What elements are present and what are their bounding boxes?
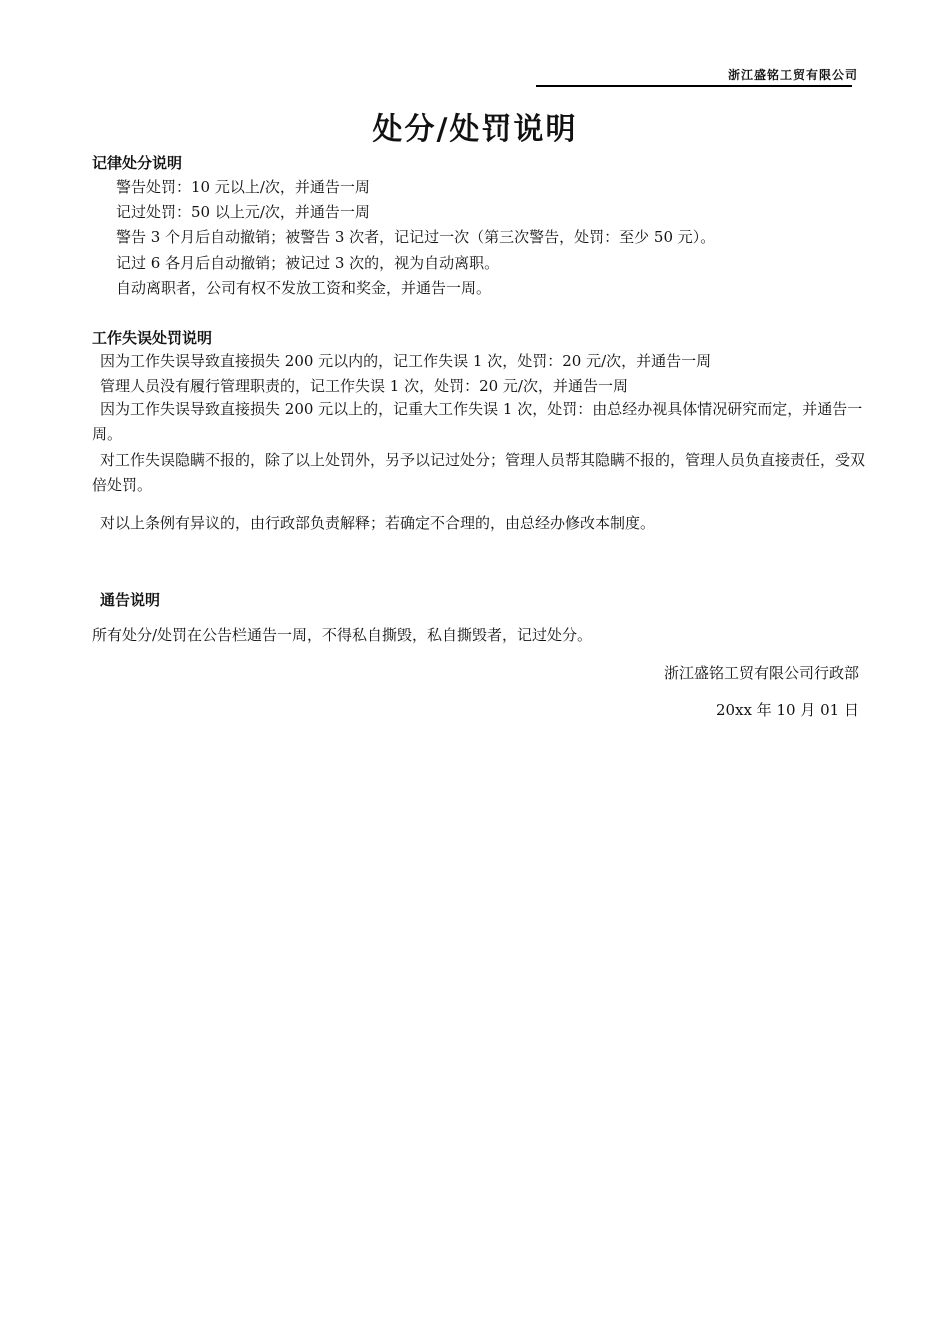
signature-department: 浙江盛铭工贸有限公司行政部 — [663, 664, 859, 682]
discipline-line: 警告处罚：10 元以上/次，并通告一周 — [116, 178, 370, 196]
discipline-heading: 记律处分说明 — [92, 154, 183, 172]
work-error-line: 因为工作失误导致直接损失 200 元以内的，记工作失误 1 次，处罚：20 元/次，并通告一周 — [100, 352, 712, 370]
notice-text: 所有处分/处罚在公告栏通告一周，不得私自撕毁，私自撕毁者，记过处分。 — [92, 626, 593, 644]
page-title: 处分/处罚说明 — [372, 112, 578, 147]
header-rule — [536, 85, 852, 87]
work-error-line: 因为工作失误导致直接损失 200 元以上的，记重大工作失误 1 次，处罚：由总经办视具体情况研究而定，并通告一周。 — [92, 400, 863, 443]
work-error-line: 对以上条例有异议的，由行政部负责解释；若确定不合理的，由总经办修改本制度。 — [100, 514, 656, 532]
discipline-line: 警告 3 个月后自动撤销；被警告 3 次者，记记过一次（第三次警告，处罚：至少 50 元）。 — [116, 228, 716, 246]
header-company: 浙江盛铭工贸有限公司 — [727, 68, 858, 82]
notice-heading: 通告说明 — [100, 591, 161, 609]
work-error-heading: 工作失误处罚说明 — [92, 329, 213, 347]
discipline-line: 自动离职者，公司有权不发放工资和奖金，并通告一周。 — [116, 279, 492, 297]
discipline-line: 记过 6 各月后自动撤销；被记过 3 次的，视为自动离职。 — [116, 254, 500, 272]
work-error-line: 对工作失误隐瞒不报的，除了以上处罚外，另予以记过处分；管理人员帮其隐瞒不报的，管理人员负直接责任，受双倍处罚。 — [92, 451, 866, 494]
signature-date: 20xx 年 10 月 01 日 — [715, 701, 859, 719]
discipline-line: 记过处罚：50 以上元/次，并通告一周 — [116, 203, 370, 221]
work-error-line: 管理人员没有履行管理职责的，记工作失误 1 次，处罚：20 元/次，并通告一周 — [100, 377, 628, 395]
